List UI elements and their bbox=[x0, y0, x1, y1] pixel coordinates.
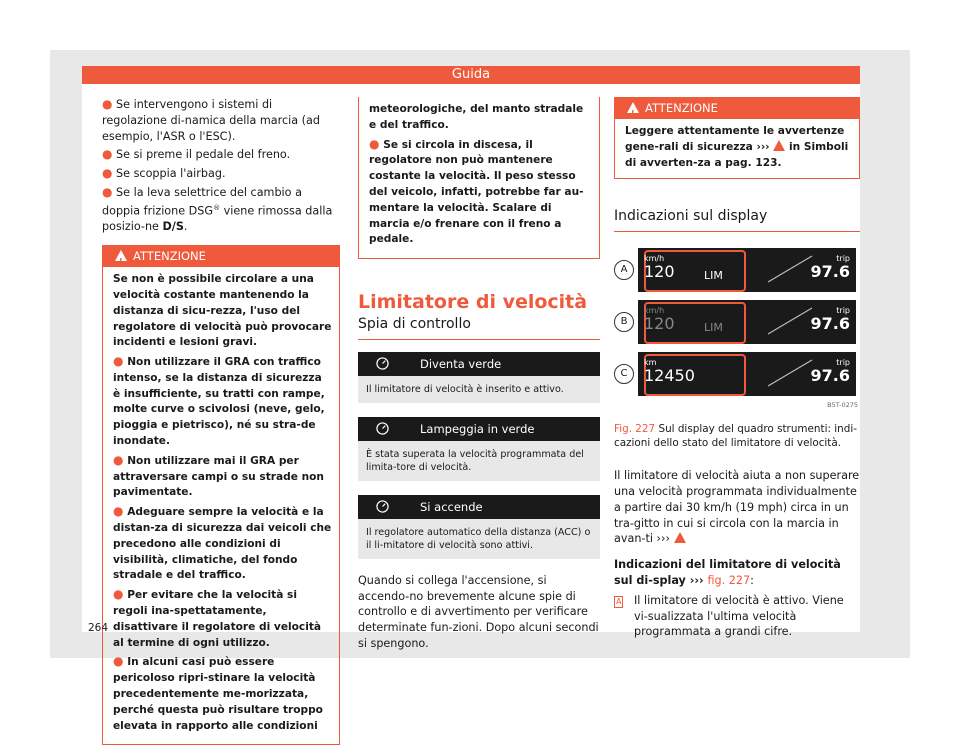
list-item: ● Se intervengono i sistemi di regolazione di-namica della marcia (ad esempio, l'ASR o l'ESC). bbox=[102, 97, 320, 143]
warning-icon bbox=[773, 140, 785, 151]
list-item: ● In alcuni casi può essere pericoloso ripri-stinare la velocità precedentemente me-morizzata, perché questa può risultare troppo elevata in rapporto alle condizioni bbox=[113, 654, 323, 732]
gauge-line-icon bbox=[766, 306, 816, 336]
lamp-header: Si accende bbox=[358, 495, 600, 519]
bullet-icon: ● bbox=[102, 166, 113, 181]
lamp-description: Il regolatore automatico della distanza (ACC) o il li-mitatore di velocità sono attivi. bbox=[358, 519, 600, 559]
list-item: A Il limitatore di velocità è attivo. Viene vi-sualizzata l'ultima velocità programmata a grandi cifre. bbox=[616, 593, 844, 639]
lamp-header: Lampeggia in verde bbox=[358, 417, 600, 441]
list-item: ● Non utilizzare mai il GRA per attraversare campi o su strade non pavimentate. bbox=[113, 452, 324, 499]
speedometer-icon bbox=[376, 500, 389, 513]
section-title: Indicazioni sul display bbox=[614, 209, 860, 232]
list-item: ● Se si preme il pedale del freno. bbox=[102, 147, 291, 162]
gauge-line-icon bbox=[766, 254, 816, 284]
warning-icon bbox=[627, 102, 639, 113]
figure-display bbox=[614, 244, 860, 418]
warning-body: Se non è possibile circolare a una velocità costante mantenendo la distanza di sicu-rezza, l'uso del regolatore di velocità può provocare incidenti e lesioni gravi. ● Non utilizzare il GRA con traffico intenso, se la distanza di sicurezza è insufficiente, su tratti con rampe, molte curve o scivolosi (neve, gelo, pioggia e pietrisco), né su stra-de inondate. ● Non utilizzare mai il GRA per attraversare campi o su strade non pavimentate. ● Adeguare sempre la velocità e la distan-za di sicurezza dai veicoli che precedono alle condizioni di visibilità, climatiche, del fondo stradale e del traffico. ● Per evitare che la velocità si regoli ina-spettatamente, disattivare il regolatore di velocità al termine di ogni utilizzo. ● In alcuni casi può essere pericoloso ripri-stinare la velocità precedentemente me-morizzata, perché questa può risultare troppo elevata in rapporto alle condizioni bbox=[103, 267, 339, 744]
lamp-header: Diventa verde bbox=[358, 352, 600, 376]
bullet-icon: ● bbox=[102, 184, 113, 199]
section-subtitle: Spia di controllo bbox=[358, 317, 600, 340]
page-number: 264 bbox=[88, 622, 109, 634]
warning-box-continued bbox=[358, 97, 600, 259]
bullet-icon: ● bbox=[113, 654, 124, 669]
warning-box bbox=[614, 97, 860, 179]
list-item: ● Per evitare che la velocità si regoli ina-spettatamente, disattivare il regolatore di velocità al termine di ogni utilizzo. bbox=[113, 587, 322, 649]
list-item: ● Se la leva selettrice del cambio a doppia frizione DSG® viene rimossa dalla posizio-ne D/S. bbox=[102, 184, 333, 234]
figure-caption: Fig. 227 Sul display del quadro strumenti: indi-cazioni dello stato del limitatore di velocità. bbox=[614, 423, 857, 450]
lamp-description: È stata superata la velocità programmata del limita-tore di velocità. bbox=[358, 441, 600, 481]
list-item: ● Se si circola in discesa, il regolatore non può mantenere costante la velocità. Il peso stesso del veicolo, infatti, potrebbe far au-mentare la velocità. Scalare di marcia e/o frenare con il freno a pedale. bbox=[369, 136, 584, 246]
warning-icon bbox=[115, 250, 127, 261]
indications-heading: Indicazioni del limitatore di velocità sul di-splay ››› fig. 227: bbox=[614, 558, 841, 587]
list-item: ● Se scoppia l'airbag. bbox=[102, 166, 226, 181]
display-panel-c: C km 12450 trip 97.6 bbox=[638, 352, 856, 396]
warning-body: meteorologiche, del manto stradale e del traffico. ● Se si circola in discesa, il regolatore non può mantenere costante la velocità. Il peso stesso del veicolo, infatti, potrebbe far au-mentare la velocità. Scalare di marcia e/o frenare con il freno a pedale. bbox=[359, 97, 599, 258]
list-item: ● Adeguare sempre la velocità e la distan-za di sicurezza dai veicoli che precedono alle condizioni di visibilità, climatiche, del fondo stradale e del traffico. bbox=[113, 504, 332, 582]
warning-icon bbox=[674, 532, 686, 543]
body-paragraph: Il limitatore di velocità aiuta a non superare una velocità programmata individualmente a partire dai 30 km/h (19 mph) circa in un tra-gitto in cui si circola con la marcia in avan-ti ››› bbox=[614, 469, 860, 546]
callout-a: A bbox=[614, 260, 634, 280]
lamp-description: Il limitatore di velocità è inserito e attivo. bbox=[358, 376, 600, 403]
warning-box bbox=[102, 245, 340, 745]
bullet-icon: ● bbox=[113, 587, 124, 602]
page-header: Guida bbox=[82, 66, 860, 84]
warning-header: !ATTENZIONE bbox=[615, 98, 859, 119]
column-1 bbox=[102, 97, 340, 745]
column-3 bbox=[614, 97, 860, 640]
display-panel-a: A km/h 120 LIM trip 97.6 bbox=[638, 248, 856, 292]
speedometer-icon bbox=[376, 422, 389, 435]
callout-b: B bbox=[614, 312, 634, 332]
bullet-icon: ● bbox=[113, 354, 124, 369]
bullet-icon: ● bbox=[102, 147, 113, 162]
body-paragraph: Quando si collega l'accensione, si accendo-no brevemente alcune spie di controllo e di avvertimento per verificare determinate fun-zioni. Dopo alcuni secondi si spengono. bbox=[358, 573, 599, 650]
list-item: ● Non utilizzare il GRA con traffico intenso, se la distanza di sicurezza è insufficiente, su tratti con rampe, molte curve o scivolosi (neve, gelo, pioggia e pietrisco), né su stra-de inondate. bbox=[113, 354, 325, 448]
display-panel-b: B km/h 120 LIM trip 97.6 bbox=[638, 300, 856, 344]
bullet-icon: ● bbox=[102, 97, 113, 111]
item-tag: A bbox=[616, 596, 622, 606]
speedometer-icon bbox=[376, 357, 389, 370]
warning-header: !ATTENZIONE bbox=[103, 246, 339, 267]
figure-link[interactable]: fig. 227 bbox=[707, 573, 751, 587]
figure-code: B5T-0275 bbox=[827, 401, 858, 410]
gauge-line-icon bbox=[766, 358, 816, 388]
column-2 bbox=[358, 97, 600, 652]
bullet-icon: ● bbox=[113, 504, 124, 519]
warning-body: Leggere attentamente le avvertenze gene-rali di sicurezza ››› in Simboli di avverten-za a pag. 123. bbox=[625, 125, 849, 169]
bullet-icon: ● bbox=[113, 452, 124, 467]
callout-c: C bbox=[614, 364, 634, 384]
bullet-icon: ● bbox=[369, 136, 380, 151]
section-title: Limitatore di velocità bbox=[358, 291, 588, 314]
